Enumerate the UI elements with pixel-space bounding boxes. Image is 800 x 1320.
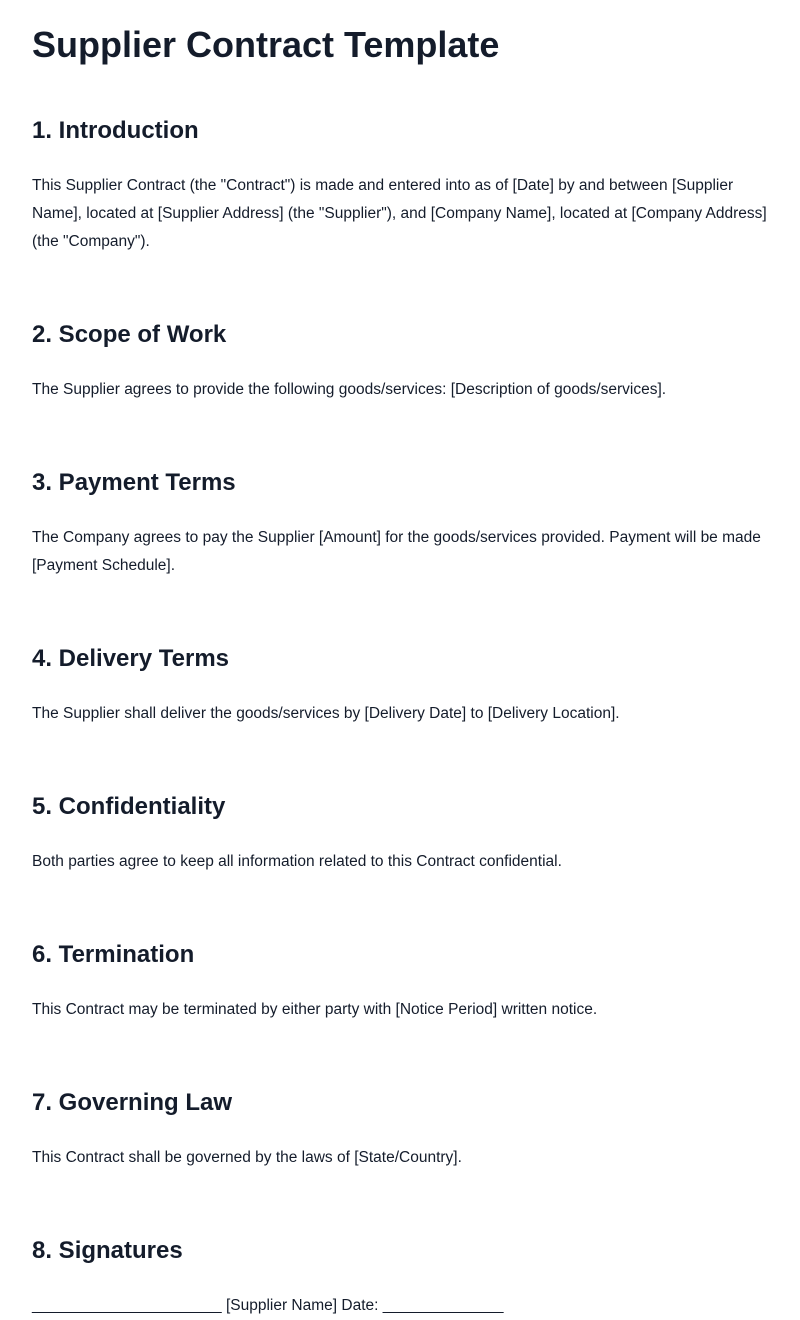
section-confidentiality: [32, 792, 768, 876]
section-payment-terms: [32, 468, 768, 580]
section-delivery-terms: [32, 644, 768, 728]
section-heading: 6. Termination: [32, 941, 195, 968]
section-heading: 2. Scope of Work: [32, 321, 227, 348]
section-body: The Supplier agrees to provide the following goods/services: [Description of goods/services].: [32, 381, 667, 398]
section-heading: 5. Confidentiality: [32, 793, 226, 820]
section-body: This Contract shall be governed by the laws of [State/Country].: [32, 1149, 462, 1166]
section-termination: [32, 940, 768, 1024]
signature-line: ______________________ [Supplier Name] Date: ______________: [32, 1297, 504, 1314]
section-introduction: [32, 116, 768, 256]
section-governing-law: [32, 1088, 768, 1172]
page-title: Supplier Contract Template: [32, 24, 500, 65]
section-body: This Supplier Contract (the "Contract") is made and entered into as of [Date] by and between [Supplier Name], located at [Supplier Address] (the "Supplier"), and [Company Name], located at [Company Address] (the "Company").: [32, 177, 767, 250]
section-heading: 7. Governing Law: [32, 1089, 233, 1116]
section-heading: 3. Payment Terms: [32, 469, 236, 496]
section-heading: 4. Delivery Terms: [32, 645, 230, 672]
section-body: This Contract may be terminated by either party with [Notice Period] written notice.: [32, 1001, 598, 1018]
section-heading: 8. Signatures: [32, 1237, 183, 1264]
section-body: The Company agrees to pay the Supplier [Amount] for the goods/services provided. Payment will be made [Payment Schedule].: [32, 529, 761, 574]
section-body: The Supplier shall deliver the goods/services by [Delivery Date] to [Delivery Location].: [32, 705, 620, 722]
section-scope-of-work: [32, 320, 768, 404]
section-heading: 1. Introduction: [32, 117, 199, 144]
section-signatures: [32, 1236, 768, 1320]
section-body: Both parties agree to keep all information related to this Contract confidential.: [32, 853, 562, 870]
